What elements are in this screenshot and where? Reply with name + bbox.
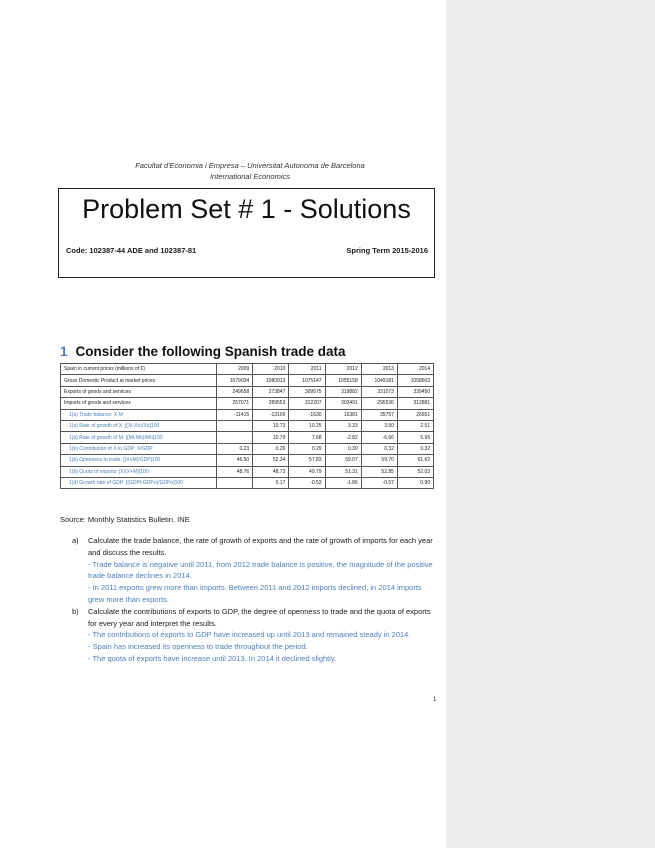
- row-label: 1(a) Trade balance: X-M: [61, 409, 217, 420]
- question-list: [72, 535, 437, 665]
- year-header: 2009: [217, 364, 253, 375]
- table-cell: -2.82: [325, 432, 361, 443]
- year-header: 2010: [253, 364, 289, 375]
- table-cell: -13106: [253, 409, 289, 420]
- term-label: Spring Term 2015-2016: [346, 246, 428, 255]
- table-row: [61, 443, 434, 454]
- question-item: [72, 535, 437, 606]
- table-cell: 295536: [361, 398, 397, 409]
- table-cell: 1079034: [217, 375, 253, 386]
- table-cell: 0.23: [217, 443, 253, 454]
- table-cell: 35757: [361, 409, 397, 420]
- table-cell: 257071: [217, 398, 253, 409]
- year-header: 2014: [397, 364, 433, 375]
- table-cell: 1049181: [361, 375, 397, 386]
- question-text: Calculate the contributions of exports to GDP, the degree of openness to trade and the quota of exports for every year and interpret the results.: [88, 606, 431, 628]
- year-header: 2011: [289, 364, 325, 375]
- page-title: Problem Set # 1 - Solutions: [82, 194, 411, 224]
- table-cell: 3.50: [361, 420, 397, 431]
- table-cell: 52.03: [397, 466, 433, 477]
- row-label: 1(b) Quota of exports: [X/(X+M)]100: [61, 466, 217, 477]
- row-label: 1(b) Openness to trade: [(X+M)/GDP]100: [61, 455, 217, 466]
- table-cell: -1630: [289, 409, 325, 420]
- table-cell: -11415: [217, 409, 253, 420]
- table-cell: 3.33: [325, 420, 361, 431]
- table-cell: 10.73: [253, 420, 289, 431]
- table-cell: 61.62: [397, 455, 433, 466]
- page-number: 1: [433, 697, 437, 703]
- table-cell: 52.34: [253, 455, 289, 466]
- table-cell: 0.17: [253, 477, 289, 488]
- table-row: [61, 386, 434, 397]
- table-cell: 312207: [289, 398, 325, 409]
- table-cell: 0.32: [361, 443, 397, 454]
- table-cell: 289553: [253, 398, 289, 409]
- row-label: 1(d) Growth rate of GDP: [(GDPt-GDPo)/GDPo]100: [61, 477, 217, 488]
- table-row: [61, 432, 434, 443]
- table-cell: 59.70: [361, 455, 397, 466]
- table-cell: 7.68: [289, 432, 325, 443]
- table-cell: 1075147: [289, 375, 325, 386]
- course-header: International Economics: [209, 172, 291, 181]
- table-source: Source: Monthly Statistics Bulletin, INE: [60, 515, 190, 524]
- table-cell: [217, 420, 253, 431]
- answer-text: - The quota of exports have increase until 2013. In 2014 it declined slightly.: [88, 653, 337, 663]
- comment-margin-panel: [446, 0, 655, 848]
- row-label: Gross Domestic Product at market prices: [61, 375, 217, 386]
- question-marker: a): [72, 536, 79, 545]
- table-header-label: Spain in current prices (millions of €): [61, 364, 217, 375]
- table-cell: 303491: [325, 398, 361, 409]
- table-cell: 2.51: [397, 420, 433, 431]
- row-label: 1(b) Contribution of X to GDP: X/GDP: [61, 443, 217, 454]
- table-cell: 273847: [253, 386, 289, 397]
- question-text: Calculate the trade balance, the rate of growth of exports and the rate of growth of imports for each year and discuss the results.: [88, 536, 433, 557]
- table-cell: 312881: [397, 398, 433, 409]
- row-label: 1(a) Rate of growth of M: [(Mt-Mo)/Mo]100: [61, 432, 217, 443]
- table-cell: 52.85: [361, 466, 397, 477]
- table-cell: 48.76: [217, 466, 253, 477]
- table-cell: 0.90: [397, 477, 433, 488]
- table-cell: 49.79: [289, 466, 325, 477]
- table-cell: 0.30: [325, 443, 361, 454]
- row-label: 1(a) Rate of growth of X: [(Xt-Xo)/Xo]100: [61, 420, 217, 431]
- section-number: 1: [60, 344, 68, 359]
- table-cell: 51.31: [325, 466, 361, 477]
- table-cell: 0.32: [397, 443, 433, 454]
- table-cell: 26551: [397, 409, 433, 420]
- table-cell: 331073: [361, 386, 397, 397]
- row-label: Exports of goods and services: [61, 386, 217, 397]
- table-cell: -1.86: [325, 477, 361, 488]
- table-cell: 339450: [397, 386, 433, 397]
- table-cell: -0.57: [361, 477, 397, 488]
- year-header: 2012: [325, 364, 361, 375]
- table-cell: 5.95: [397, 432, 433, 443]
- trade-data-table: [60, 363, 434, 489]
- table-row: [61, 375, 434, 386]
- course-code: Code: 102387-44 ADE and 102387-81: [66, 246, 197, 255]
- section-heading: [60, 344, 346, 359]
- question-marker: b): [72, 606, 79, 616]
- table-cell: 10.79: [253, 432, 289, 443]
- table-header-row: [61, 364, 434, 375]
- answer-text: - Trade balance is negative until 2011, from 2012 trade balance is positive, the magnitude of the positive trade balance declines in 2014.: [88, 559, 433, 581]
- answer-text: - Spain has increased its openness to trade throughout the period.: [88, 642, 308, 652]
- table-cell: [217, 477, 253, 488]
- year-header: 2013: [361, 364, 397, 375]
- title-box: [58, 188, 435, 278]
- table-row: [61, 409, 434, 420]
- table-row: [61, 455, 434, 466]
- table-cell: 319882: [325, 386, 361, 397]
- table-cell: 59.07: [325, 455, 361, 466]
- table-cell: 1080913: [253, 375, 289, 386]
- table-cell: 0.26: [253, 443, 289, 454]
- table-cell: 10.25: [289, 420, 325, 431]
- table-cell: [217, 432, 253, 443]
- table-cell: 16381: [325, 409, 361, 420]
- table-cell: -6.66: [361, 432, 397, 443]
- table-row: [61, 466, 434, 477]
- table-row: [61, 420, 434, 431]
- table-cell: 309575: [289, 386, 325, 397]
- table-cell: 1055158: [325, 375, 361, 386]
- table-cell: 0.29: [289, 443, 325, 454]
- row-label: Imports of goods and services: [61, 398, 217, 409]
- table-cell: 46.50: [217, 455, 253, 466]
- table-row: [61, 398, 434, 409]
- section-title: Consider the following Spanish trade data: [75, 344, 346, 359]
- faculty-header: Facultat d'Economia i Empresa – Universitat Autonoma de Barcelona: [135, 161, 365, 170]
- table-row: [61, 477, 434, 488]
- table-cell: 1058603: [397, 375, 433, 386]
- table-cell: 57.83: [289, 455, 325, 466]
- table-cell: 249658: [217, 386, 253, 397]
- answer-text: - In 2011 exports grew more than imports. Between 2011 and 2012 imports declined, in 2014 imports grew more than exports.: [88, 583, 422, 604]
- question-item: [72, 606, 437, 665]
- table-cell: -0.53: [289, 477, 325, 488]
- answer-text: - The contributions of exports to GDP have increased up until 2013 and remained steady in 2014.: [88, 630, 411, 640]
- table-cell: 48.73: [253, 466, 289, 477]
